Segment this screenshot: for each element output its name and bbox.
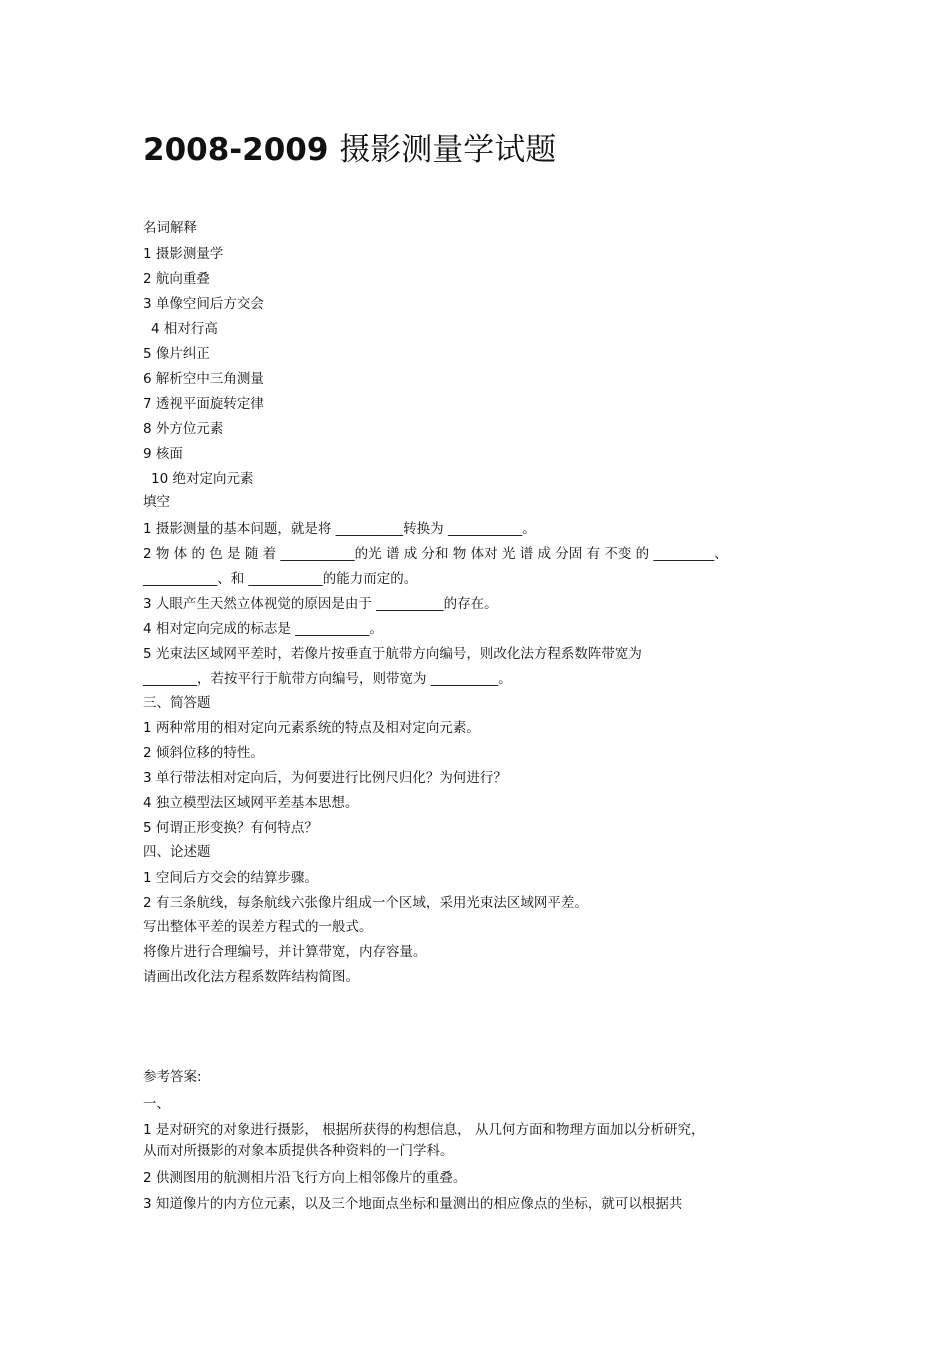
text-line: 写出整体平差的误差方程式的一般式。 <box>143 919 373 935</box>
text-line: 1 摄影测量的基本问题，就是将 __________转换为 ___________。 <box>143 521 536 537</box>
text-line: ________，若按平行于航带方向编号，则带宽为 __________。 <box>143 671 512 687</box>
list-item: 1 两种常用的相对定向元素系统的特点及相对定向元素。 <box>143 720 480 736</box>
text-line: 4 相对定向完成的标志是 ___________。 <box>143 621 383 637</box>
text-line: 3 知道像片的内方位元素，以及三个地面点坐标和量测出的相应像点的坐标，就可以根据共 <box>143 1196 683 1212</box>
section-heading: 名词解释 <box>143 220 197 236</box>
list-item: 1 摄影测量学 <box>143 246 224 262</box>
list-item: 4 相对行高 <box>151 321 218 337</box>
section-heading: 四、论述题 <box>143 844 211 860</box>
text-line: 将像片进行合理编号，并计算带宽，内存容量。 <box>143 944 427 960</box>
title-name: 摄影测量学试题 <box>339 132 557 168</box>
list-item: 1 空间后方交会的结算步骤。 <box>143 870 318 886</box>
list-item: 4 独立模型法区域网平差基本思想。 <box>143 795 359 811</box>
list-item: 3 单行带法相对定向后，为何要进行比例尺归化？为何进行？ <box>143 770 507 786</box>
list-item: 2 有三条航线，每条航线六张像片组成一个区域，采用光束法区域网平差。 <box>143 895 588 911</box>
text-line: 2 供测图用的航测相片沿飞行方向上相邻像片的重叠。 <box>143 1170 467 1186</box>
section-heading: 三、简答题 <box>143 695 211 711</box>
list-item: 2 倾斜位移的特性。 <box>143 745 264 761</box>
list-item: 10 绝对定向元素 <box>151 471 254 487</box>
text-line: 1 是对研究的对象进行摄影， 根据所获得的构想信息， 从几何方面和物理方面加以分析研究， <box>143 1122 705 1138</box>
list-item: 5 像片纠正 <box>143 346 210 362</box>
text-line: ___________、和 ___________的能力而定的。 <box>143 571 418 587</box>
list-item: 9 核面 <box>143 446 183 462</box>
text-line: 3 人眼产生天然立体视觉的原因是由于 __________的存在。 <box>143 596 498 612</box>
text-line: 从而对所摄影的对象本质提供各种资料的一门学科。 <box>143 1143 454 1159</box>
document-title <box>143 124 556 169</box>
list-item: 2 航向重叠 <box>143 271 210 287</box>
answers-heading: 参考答案: <box>143 1069 202 1085</box>
title-year: 2008-2009 <box>143 132 329 168</box>
list-item: 8 外方位元素 <box>143 421 224 437</box>
list-item: 3 单像空间后方交会 <box>143 296 264 312</box>
list-item: 7 透视平面旋转定律 <box>143 396 264 412</box>
text-line: 5 光束法区域网平差时，若像片按垂直于航带方向编号，则改化法方程系数阵带宽为 <box>143 646 642 662</box>
list-item: 6 解析空中三角测量 <box>143 371 264 387</box>
list-item: 5 何谓正形变换？有何特点？ <box>143 820 318 836</box>
section-heading: 填空 <box>143 494 170 510</box>
text-line: 2 物 体 的 色 是 随 着 ___________的光 谱 成 分和 物 体对 光 谱 成 分固 有 不变 的 _________、 <box>143 546 728 562</box>
section-heading: 一、 <box>143 1096 170 1112</box>
text-line: 请画出改化法方程系数阵结构简图。 <box>143 969 359 985</box>
